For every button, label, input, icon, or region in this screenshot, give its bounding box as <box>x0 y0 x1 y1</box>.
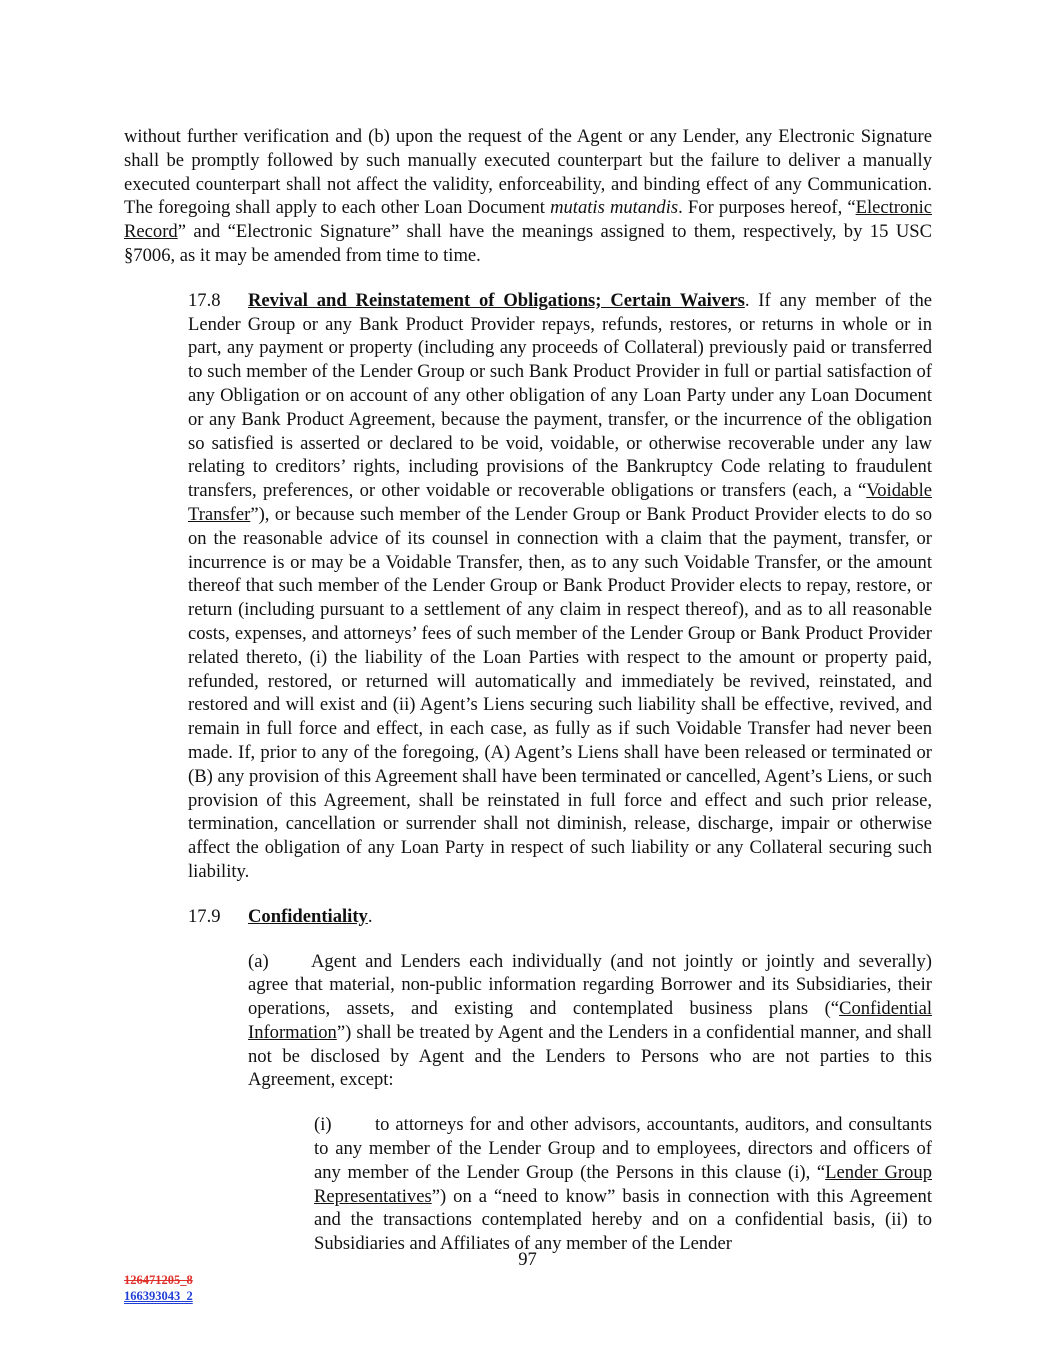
defined-term-lender-group-representatives: Lender Group Representatives <box>314 1161 933 1207</box>
document-body <box>124 125 932 1256</box>
section-17-8-text-2: ”), or because such member of the Lender Group or Bank Product Provider elects to do so on the reasonable advice of its counsel in connection with a claim that the payment, transfer, or incurrence is or may be a Voidable Transfer, then, as to any such Voidable Transfer, or the amount thereof that such member of the Lender Group or Bank Product Provider elects to repay, restore, or return (including pursuant to a settlement of any claim in respect thereof), and as to all reasonable costs, expenses, and attorneys’ fees of such member of the Lender Group or Bank Product Provider related thereto, (i) the liability of the Loan Parties with respect to the amount or property paid, refunded, restored, or returned will automatically and immediately be revived, reinstated, and restored and will exist and (ii) Agent’s Liens securing such liability shall be effective, revived, and remain in full force and effect, in each case, as fully as if such Voidable Transfer had never been made. If, prior to any of the foregoing, (A) Agent’s Liens shall have been released or terminated or (B) any provision of this Agreement shall have been terminated or cancelled, Agent’s Liens, or such provision of this Agreement, shall be reinstated in full force and effect and such prior release, termination, cancellation or surrender shall not diminish, release, discharge, impair or otherwise affect the obligation of any Loan Party in respect of such liability or any Collateral securing such liability. <box>188 503 932 882</box>
clause-i-text-1: to attorneys for and other advisors, accountants, auditors, and consultants to any member of the Lender Group and to employees, directors and officers of any member of the Lender Group (the Persons in this clause (i), “ <box>314 1114 932 1183</box>
page-number: 97 <box>518 1249 537 1270</box>
intro-paragraph <box>124 125 932 268</box>
clause-i-label: (i) <box>314 1114 332 1136</box>
paragraph-a-text-2: ”) shall be treated by Agent and the Lenders in a confidential manner, and shall not be disclosed by Agent and the Lenders to Persons who are not parties to this Agreement, except: <box>248 1021 932 1091</box>
section-17-8-number: 17.8 <box>188 289 221 311</box>
intro-latin-phrase: mutatis mutandis <box>550 197 679 219</box>
section-17-9-heading-line <box>124 905 932 929</box>
defined-term-electronic-record: Electronic Record <box>124 197 932 243</box>
intro-text-1: without further verification and (b) upon the request of the Agent or any Lender, any Electronic Signature shall be promptly followed by such manually executed counterpart but the failure to deliver a manually executed counterpart shall not affect the validity, enforceability, and binding effect of any Communication. The foregoing shall apply to each other Loan Document <box>124 126 932 219</box>
intro-text-5: ” and “Electronic Signature” shall have the meanings assigned to them, respectively, by 15 USC §7006, as it may be amended from time to time. <box>124 221 932 266</box>
section-17-8-text-1: . If any member of the Lender Group or any Bank Product Provider repays, refunds, restores, or returns in whole or in part, any payment or property (including any proceeds of Collateral) previously paid or transferred to such member of the Lender Group or such Bank Product Provider in full or partial satisfaction of any Obligation or on account of any other obligation of any Loan Party under any Loan Document or any Bank Product Agreement, because the payment, transfer, or the incurrence of the obligation so satisfied is asserted or declared to be void, voidable, or otherwise recoverable under any law relating to creditors’ rights, including provisions of the Bankruptcy Code relating to fraudulent transfers, preferences, or other voidable or recoverable obligations or transfers (each, a “ <box>188 289 932 502</box>
document-id-new: 166393043_2 <box>124 1289 193 1303</box>
section-17-9-heading: Confidentiality <box>248 905 368 927</box>
clause-i <box>124 1113 932 1256</box>
paragraph-a-text-1: Agent and Lenders each individually (and not jointly or jointly and severally) agree that material, non-public information regarding Borrower and its Subsidiaries, their operations, assets, and existing and contemplated business plans (“ <box>248 950 932 1020</box>
paragraph-a-label: (a) <box>248 950 269 972</box>
document-id-old: 126471205_8 <box>124 1273 193 1287</box>
intro-text-3: . For purposes hereof, “ <box>678 197 856 219</box>
clause-i-text-2: ”) on a “need to know” basis in connection with this Agreement and the transactions contemplated hereby and on a confidential basis, (ii) to Subsidiaries and Affiliates of any member of the Lender <box>314 1185 932 1255</box>
section-17-8-paragraph <box>124 289 932 884</box>
document-id-block <box>124 1272 193 1304</box>
defined-term-confidential-information: Confidential Information <box>248 998 932 1043</box>
section-17-9-period: . <box>367 905 373 927</box>
section-17-9-number: 17.9 <box>188 905 221 927</box>
defined-term-voidable-transfer: Voidable Transfer <box>188 480 932 525</box>
section-17-8-heading: Revival and Reinstatement of Obligations; Certain Waivers <box>248 289 745 311</box>
paragraph-a <box>124 950 932 1093</box>
